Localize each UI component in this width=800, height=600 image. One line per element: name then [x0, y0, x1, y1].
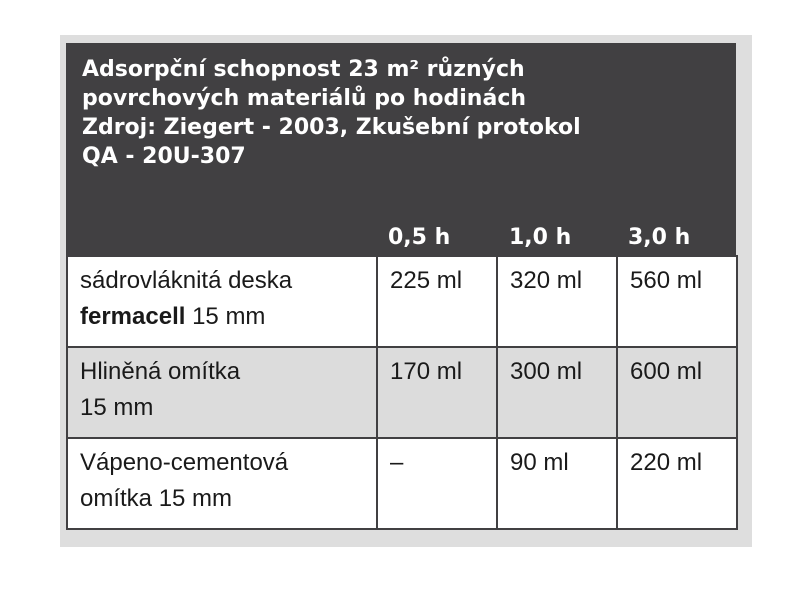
row-name-line2: 15 mm	[80, 394, 154, 421]
table-header	[66, 43, 736, 255]
data-table	[66, 255, 738, 530]
title-line-1: Adsorpční schopnost 23 m² různých	[82, 57, 525, 82]
value-cell: 300 ml	[497, 347, 617, 438]
table-row	[67, 438, 737, 529]
title-line-4: QA - 20U-307	[82, 144, 246, 169]
row-name-line1: Vápeno-cementová	[80, 449, 289, 476]
row-name	[67, 256, 377, 347]
row-name	[67, 438, 377, 529]
row-name-line2: omítka 15 mm	[80, 485, 233, 512]
row-name-line1: sádrovláknitá deska	[80, 267, 293, 294]
value-cell: 600 ml	[617, 347, 737, 438]
adsorption-table	[66, 43, 736, 530]
column-header-1-0h: 1,0 h	[509, 225, 572, 250]
value-cell: –	[377, 438, 497, 529]
title-line-3: Zdroj: Ziegert - 2003, Zkušební protokol	[82, 115, 581, 140]
column-header-0-5h: 0,5 h	[388, 225, 451, 250]
value-cell: 220 ml	[617, 438, 737, 529]
row-name-line1: Hliněná omítka	[80, 358, 241, 385]
value-cell: 560 ml	[617, 256, 737, 347]
column-headers	[66, 224, 736, 252]
row-name-line2: 15 mm	[185, 303, 266, 330]
row-name	[67, 347, 377, 438]
column-header-3-0h: 3,0 h	[628, 225, 691, 250]
table-row	[67, 256, 737, 347]
value-cell: 90 ml	[497, 438, 617, 529]
value-cell: 225 ml	[377, 256, 497, 347]
value-cell: 170 ml	[377, 347, 497, 438]
title-line-2: povrchových materiálů po hodinách	[82, 86, 527, 111]
value-cell: 320 ml	[497, 256, 617, 347]
table-row	[67, 347, 737, 438]
brand-name: fermacell	[80, 303, 186, 330]
